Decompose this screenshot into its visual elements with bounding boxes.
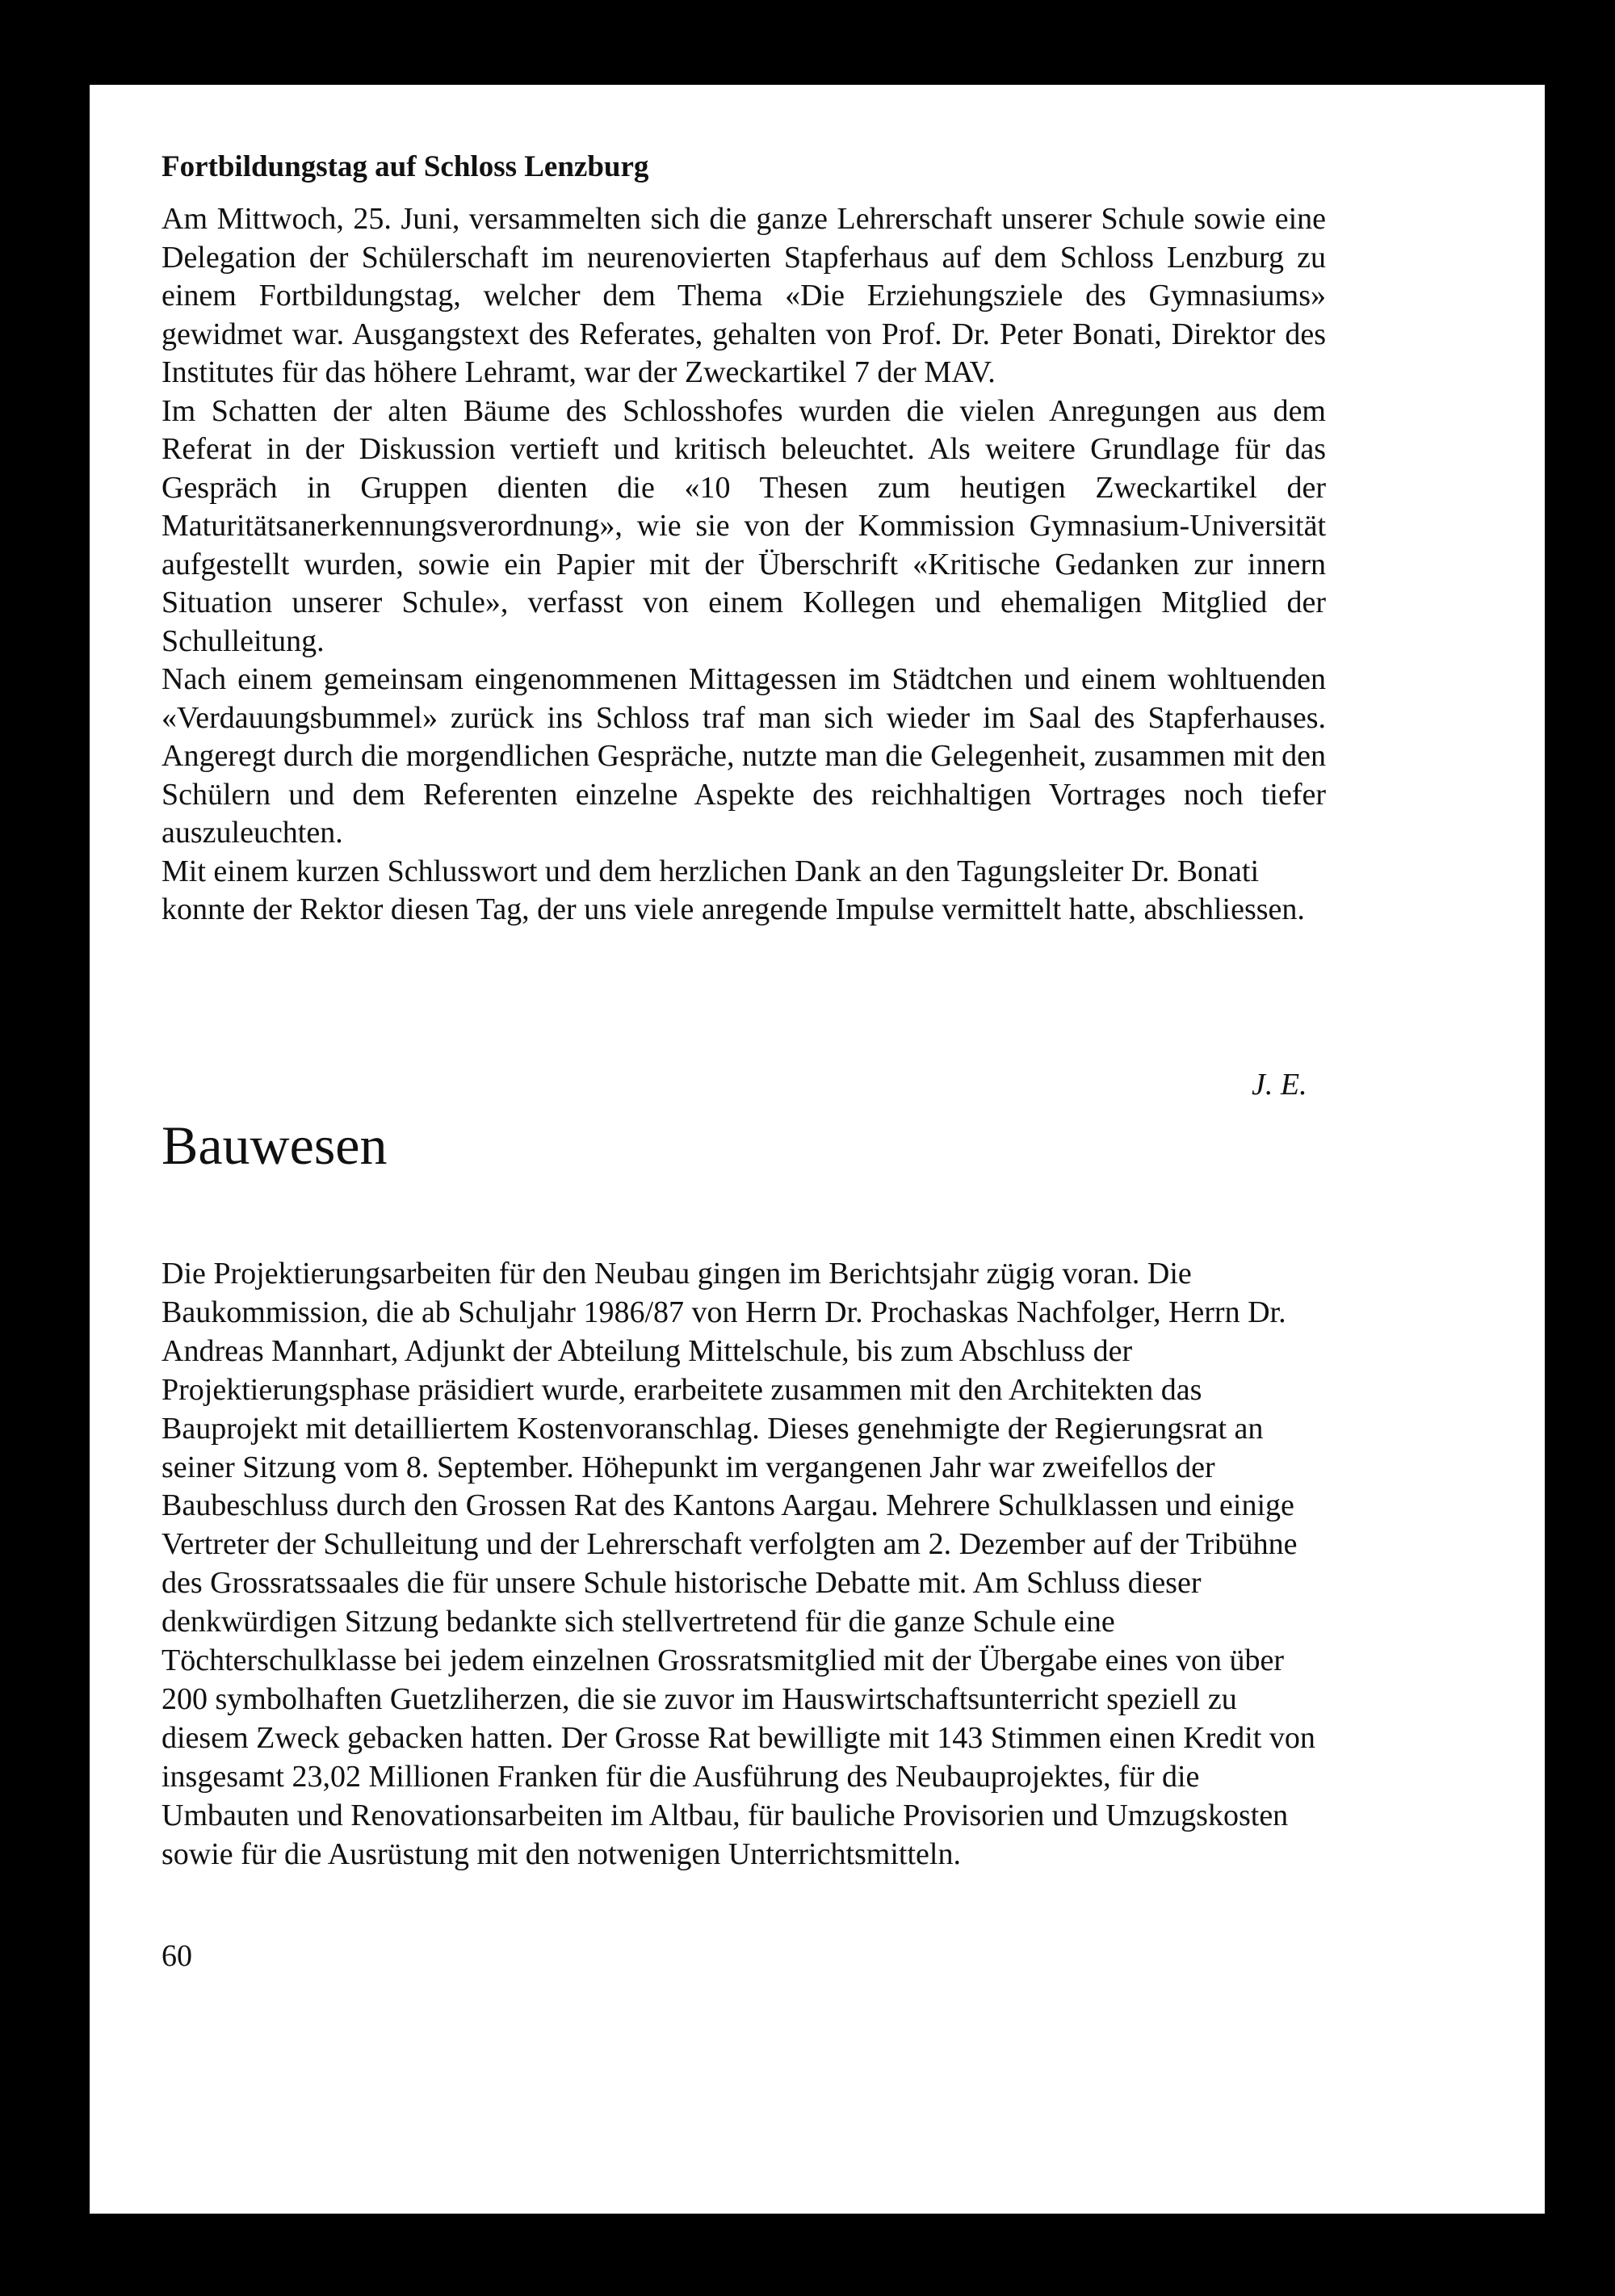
- chapter-body: [162, 1255, 1326, 1874]
- chapter-title: Bauwesen: [162, 1114, 388, 1176]
- section-title: Fortbildungstag auf Schloss Lenzburg: [162, 150, 649, 183]
- section-paragraph-3: Nach einem gemeinsam eingenommenen Mittagessen im Städtchen und einem wohltuenden «Verdauungsbummel» zurück ins Schloss traf man sich wieder im Saal des Stapferhauses. Angeregt durch die morgendlichen Gespräche, nutzte man die Gelegenheit, zusammen mit den Schülern und dem Referenten einzelne Aspekte des reichhaltigen Vortrages noch tiefer auszuleuchten.: [162, 662, 1326, 850]
- author-signature: J. E.: [1252, 1068, 1307, 1102]
- section-paragraph-2: Im Schatten der alten Bäume des Schlosshofes wurden die vielen Anregungen aus dem Referat in der Diskussion vertieft und kritisch beleuchtet. Als weitere Grundlage für das Gespräch in Gruppen dienten die «10 Thesen zum heutigen Zweckartikel der Maturitätsanerkennungsverordnung», wie sie von der Kommission Gymnasium-Universität aufgestellt wurden, sowie ein Papier mit der Überschrift «Kritische Gedanken zur innern Situation unserer Schule», verfasst von einem Kollegen und ehemaligen Mitglied der Schulleitung.: [162, 393, 1326, 658]
- section-body: [162, 200, 1326, 930]
- chapter-paragraph: Die Projektierungsarbeiten für den Neubau gingen im Berichtsjahr zügig voran. Die Baukommission, die ab Schuljahr 1986/87 von Herrn Dr. Prochaskas Nachfolger, Herrn Dr. Andreas Mannhart, Adjunkt der Abteilung Mittelschule, bis zum Abschluss der Projektierungsphase präsidiert wurde, erarbeitete zusammen mit den Architekten das Bauprojekt mit detailliertem Kostenvoranschlag. Dieses genehmigte der Regierungsrat an seiner Sitzung vom 8. September. Höhepunkt im vergangenen Jahr war zweifellos der Baubeschluss durch den Grossen Rat des Kantons Aargau. Mehrere Schulklassen und einige Vertreter der Schulleitung und der Lehrerschaft verfolgten am 2. Dezember auf der Tribühne des Grossratssaales die für unsere Schule historische Debatte mit. Am Schluss dieser denkwürdigen Sitzung bedankte sich stellvertretend für die ganze Schule eine Töchterschulklasse bei jedem einzelnen Grossratsmitglied mit der Übergabe eines von über 200 symbolhaften Guetzliherzen, die sie zuvor im Hauswirtschaftsunterricht speziell zu diesem Zweck gebacken hatten. Der Grosse Rat bewilligte mit 143 Stimmen einen Kredit von insgesamt 23,02 Millionen Franken für die Ausführung des Neubauprojektes, für die Umbauten und Renovationsarbeiten im Altbau, für bauliche Provisorien und Umzugskosten sowie für die Ausrüstung mit den notwenigen Unterrichtsmitteln.: [162, 1257, 1315, 1871]
- section-paragraph-4: Mit einem kurzen Schlusswort und dem herzlichen Dank an den Tagungsleiter Dr. Bonati konnte der Rektor diesen Tag, der uns viele anregende Impulse vermittelt hatte, abschliessen.: [162, 854, 1305, 926]
- page-number: 60: [162, 1939, 192, 1973]
- section-paragraph-1: Am Mittwoch, 25. Juni, versammelten sich die ganze Lehrerschaft unserer Schule sowie eine Delegation der Schülerschaft im neurenovierten Stapferhaus auf dem Schloss Lenzburg zu einem Fortbildungstag, welcher dem Thema «Die Erziehungsziele des Gymnasiums» gewidmet war. Ausgangstext des Referates, gehalten von Prof. Dr. Peter Bonati, Direktor des Institutes für das höhere Lehramt, war der Zweckartikel 7 der MAV.: [162, 202, 1326, 389]
